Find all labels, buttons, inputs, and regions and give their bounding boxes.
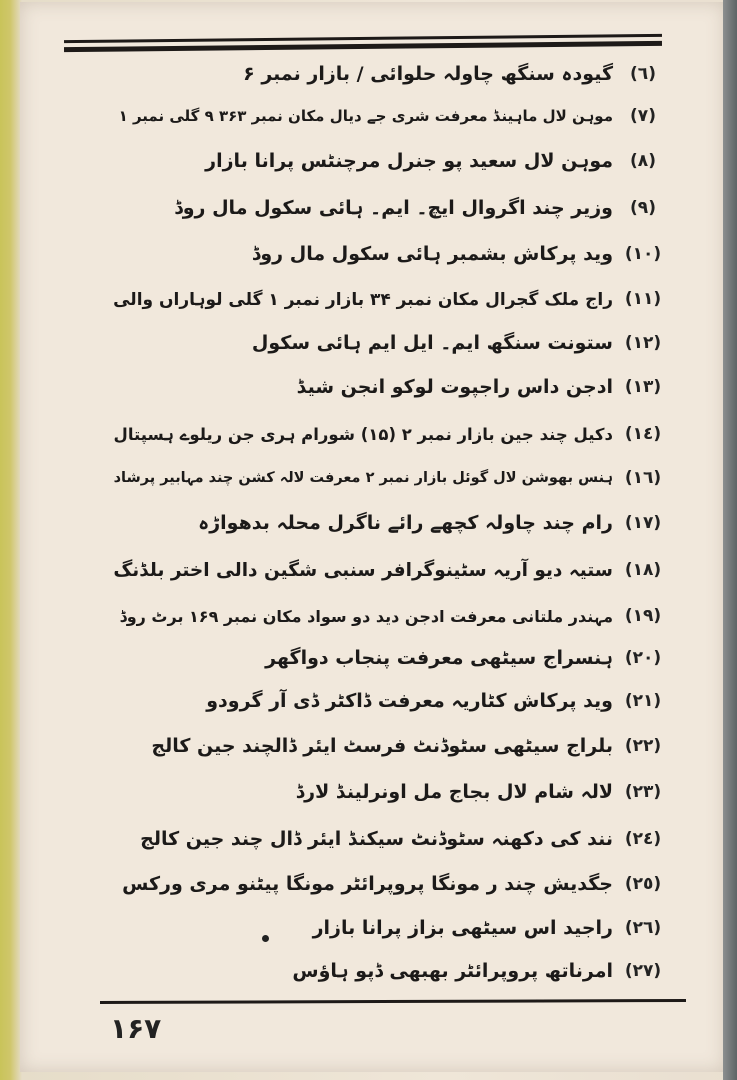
- list-item: [313, 912, 673, 944]
- entry-text: ستیہ دیو آریہ سٹینوگرافر سنبی شگین دالی اختر بلڈنگ: [113, 559, 613, 581]
- list-item: [122, 868, 673, 900]
- entry-text: ہنسراج سیٹھی معرفت پنجاب دواگھر: [265, 647, 613, 669]
- entry-number: (١١): [624, 289, 662, 309]
- list-item: [113, 283, 673, 315]
- entry-text: موہن لال ماہینڈ معرفت شری جے دیال مکان نمبر ۳۶۳ ۹ گلی نمبر ۱: [118, 107, 613, 125]
- entry-text: دکیل چند جین بازار نمبر ۲ (۱۵) شورام ہری جن ریلوے ہسپتال: [113, 424, 613, 444]
- list-item: [252, 327, 673, 359]
- list-item: [174, 192, 673, 224]
- ink-dot: [262, 935, 269, 942]
- entry-text: وزیر چند اگروال ایچ۔ ایم۔ ہائی سکول مال روڈ: [174, 197, 613, 219]
- list-item: [151, 730, 673, 762]
- entry-number: (٢٤): [624, 829, 662, 849]
- entry-number: (٨): [630, 151, 656, 171]
- entry-number: (٢٣): [624, 782, 662, 802]
- entry-number: (٢١): [624, 691, 662, 711]
- entry-number: (١٢): [624, 333, 662, 353]
- list-item: [252, 238, 673, 270]
- entry-number: (١٧): [624, 513, 662, 533]
- entry-text: ستونت سنگھ ایم۔ ایل ایم ہائی سکول: [251, 332, 613, 354]
- list-item: [119, 100, 673, 132]
- entry-text: لالہ شام لال بجاج مل اونرلینڈ لارڈ: [295, 781, 613, 803]
- entry-text: گیودہ سنگھ چاولہ حلوائی / بازار نمبر ۶: [243, 63, 613, 85]
- list-item: [243, 58, 673, 90]
- entry-text: موہن لال سعید پو جنرل مرچنٹس پرانا بازار: [205, 150, 613, 172]
- page-number: ۱۶۷: [110, 1012, 162, 1045]
- entry-number: (١٨): [624, 560, 662, 580]
- entry-number: (٩): [630, 198, 656, 218]
- list-item: [205, 145, 673, 177]
- list-item: [198, 507, 673, 539]
- book-edge: [723, 0, 737, 1080]
- entry-number: (٧): [630, 106, 656, 126]
- list-item: [114, 418, 673, 450]
- entry-text: رام چند چاولہ کچھے رائے ناگرل محلہ بدھواڑہ: [198, 512, 613, 534]
- entry-number: (١٣): [624, 377, 662, 397]
- entry-text: وید پرکاش کٹاریہ معرفت ڈاکٹر ڈی آر گرودو: [206, 690, 613, 712]
- list-item: [265, 642, 673, 674]
- entry-text: وید پرکاش بشمبر ہائی سکول مال روڈ: [251, 243, 613, 265]
- entry-number: (٢٥): [624, 874, 662, 894]
- entry-number: (٢٠): [624, 648, 662, 668]
- list-item: [114, 462, 673, 494]
- list-item: [113, 554, 673, 586]
- list-item: [297, 371, 673, 403]
- entry-number: (١٠): [624, 244, 662, 264]
- entry-text: نند کی دکھنہ سٹوڈنٹ سیکنڈ ایئر ڈال چند جین کالج: [140, 828, 613, 850]
- entry-number: (٢٧): [624, 961, 662, 981]
- entry-text: بلراج سیٹھی سٹوڈنٹ فرسٹ ایئر ڈالچند جین کالج: [151, 735, 613, 757]
- entry-text: ادجن داس راجپوت لوکو انجن شیڈ: [296, 376, 613, 398]
- entry-text: راجید اس سیٹھی بزاز پرانا بازار: [312, 917, 613, 939]
- entry-number: (٢٦): [624, 918, 662, 938]
- entry-text: جگدیش چند ر مونگا پروپرائٹر مونگا پیٹنو مری ورکس: [122, 873, 613, 895]
- list-item: [292, 955, 673, 987]
- list-item: [206, 685, 673, 717]
- entry-text: ہنس بھوشن لال گوئل بازار نمبر ۲ معرفت لالہ کشن چند مہابیر پرشاد: [113, 470, 613, 486]
- entry-number: (٦): [630, 64, 656, 84]
- entry-text: مہندر ملتانی معرفت ادجن دید دو سواد مکان نمبر ۱۶۹ برٹ روڈ: [119, 606, 613, 626]
- list-item: [296, 776, 673, 808]
- entry-number: (١٤): [624, 424, 662, 444]
- entry-text: امرناتھ پروپرائٹر بھبھی ڈپو ہاؤس: [292, 960, 613, 982]
- list-item: [140, 823, 673, 855]
- entry-number: (١٩): [624, 606, 662, 626]
- list-item: [120, 600, 673, 632]
- entry-number: (٢٢): [624, 736, 662, 756]
- entry-text: راج ملک گجرال مکان نمبر ۳۴ بازار نمبر ۱ گلی لوہاراں والی: [113, 289, 613, 310]
- entry-number: (١٦): [624, 468, 662, 488]
